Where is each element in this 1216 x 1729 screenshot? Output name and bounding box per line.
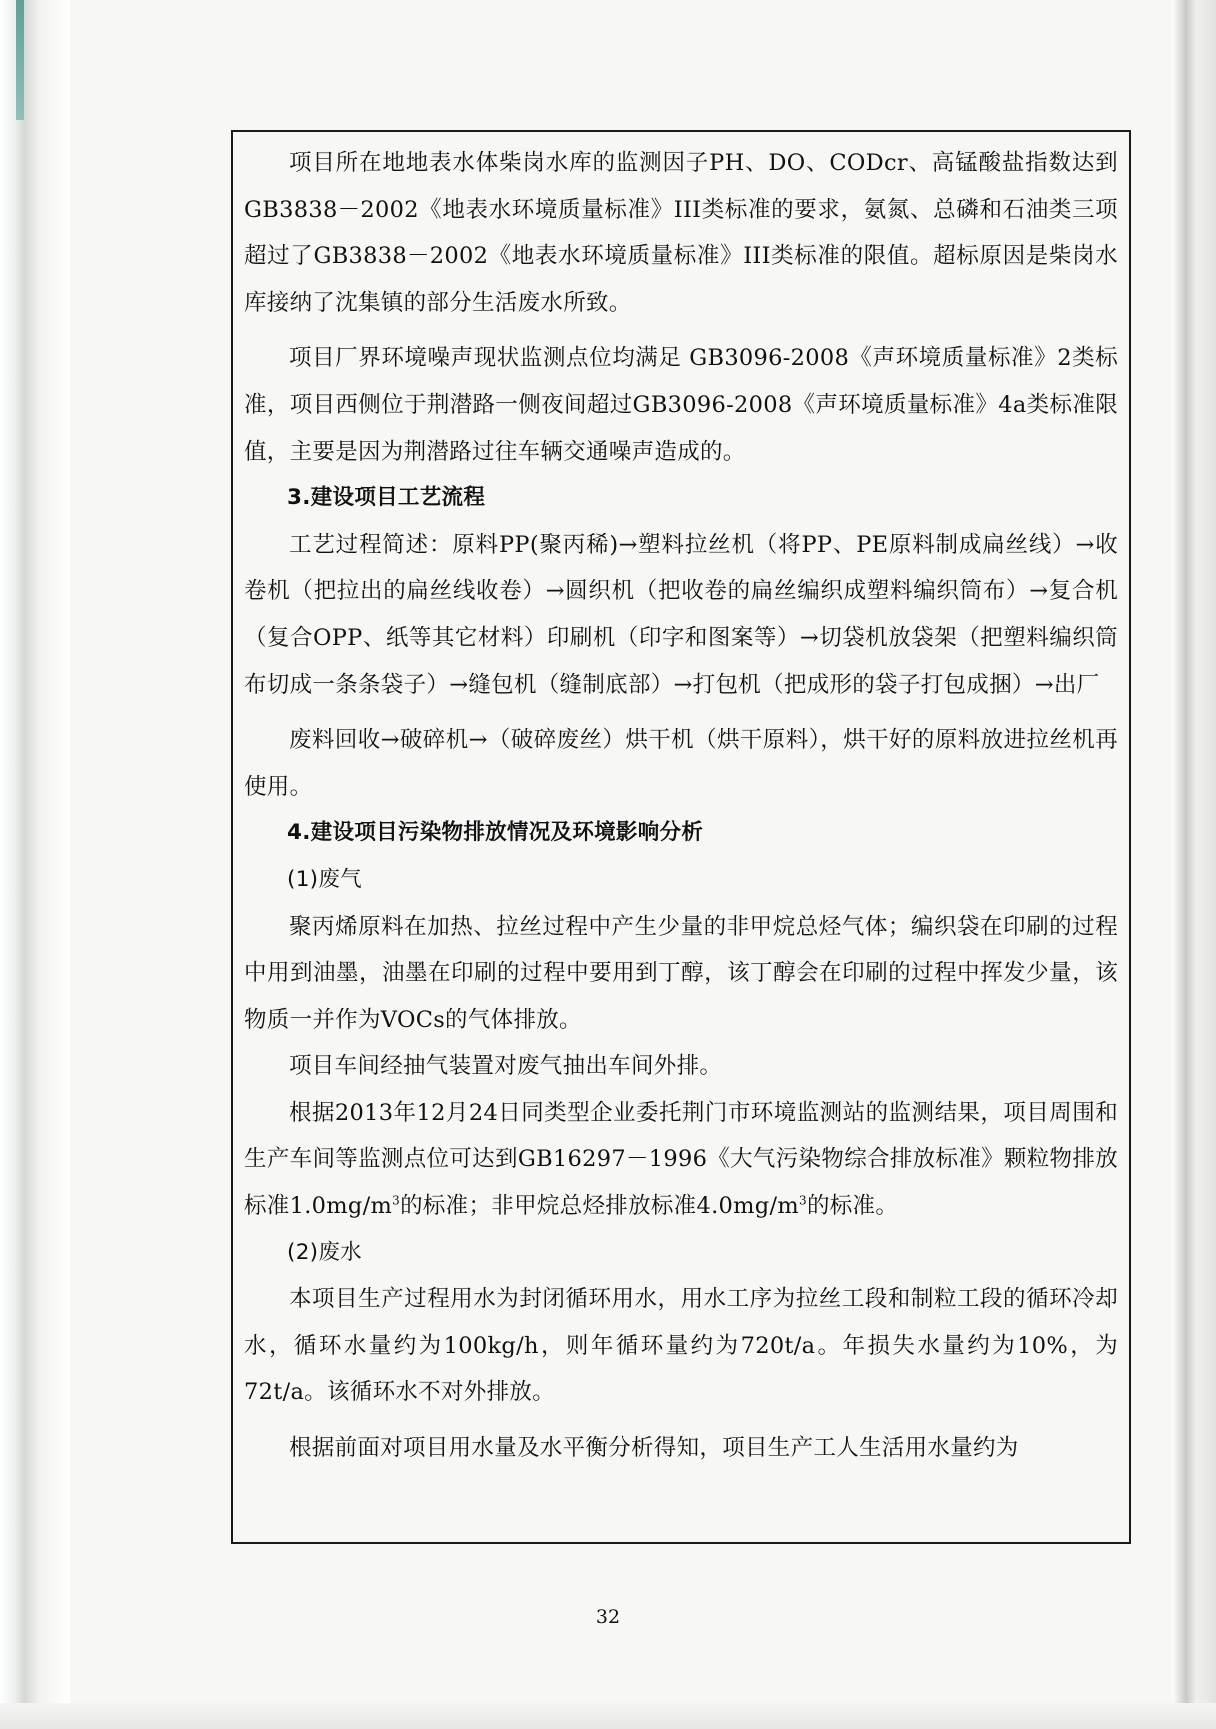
paragraph-exhaust: 聚丙烯原料在加热、拉丝过程中产生少量的非甲烷总烃气体；编织袋在印刷的过程中用到油墨，油墨在印刷的过程中要用到丁醇，该丁醇会在印刷的过程中挥发少量，该物质一并作为VOCs的气体排放。 (244, 913, 1118, 1033)
superscript-1: 3 (392, 1193, 401, 1208)
scan-right-edge (1172, 0, 1216, 1729)
monitoring-text-1: 根据2013年12月24日同类型企业委托荆门市环境监测站的监测结果，项目周围和生产车间等监测点位可达到GB16297－1996《大气污染物综合排放标准》颗粒物排放标准1.0mg/m (244, 1099, 1118, 1220)
heading-process-flow: 3.建设项目工艺流程 (287, 485, 486, 511)
paragraph-surface-water: 项目所在地地表水体柴岗水库的监测因子PH、DO、CODcr、高锰酸盐指数达到GB3838－2002《地表水环境质量标准》III类标准的要求，氨氮、总磷和石油类三项超过了GB3838－2002《地表水环境质量标准》III类标准的限值。超标原因是柴岗水库接纳了沈集镇的部分生活废水所致。 (244, 150, 1118, 316)
paragraph-noise: 项目厂界环境噪声现状监测点位均满足 GB3096-2008《声环境质量标准》2类标准，项目西侧位于荆潜路一侧夜间超过GB3096-2008《声环境质量标准》4a类标准限值，主要是因为荆潜路过往车辆交通噪声造成的。 (244, 345, 1118, 465)
paragraph-monitoring (244, 1090, 1118, 1230)
paragraph-process: 工艺过程简述：原料PP(聚丙稀)→塑料拉丝机（将PP、PE原料制成扁丝线）→收卷机（把拉出的扁丝线收卷）→圆织机（把收卷的扁丝编织成塑料编织筒布）→复合机（复合OPP、纸等其它材料）印刷机（印字和图案等）→切袋机放袋架（把塑料编织筒布切成一条条袋子）→缝包机（缝制底部）→打包机（把成形的袋子打包成捆）→出厂 (244, 531, 1118, 698)
monitoring-text-2: 的标准；非甲烷总烃排放标准4.0mg/m (400, 1193, 800, 1220)
subheading-exhaust-gas: (1)废气 (287, 866, 362, 892)
paragraph-recycling: 废料回收→破碎机→（破碎废丝）烘干机（烘干原料），烘干好的原料放进拉丝机再使用。 (244, 727, 1118, 800)
paragraph-domestic-water: 根据前面对项目用水量及水平衡分析得知，项目生产工人生活用水量约为 (289, 1435, 1019, 1462)
paragraph-cooling-water: 本项目生产过程用水为封闭循环用水，用水工序为拉丝工段和制粒工段的循环冷却水，循环水量约为100kg/h，则年循环量约为720t/a。年损失水量约为10%，为72t/a。该循环水不对外排放。 (244, 1286, 1118, 1406)
subheading-wastewater: (2)废水 (287, 1239, 362, 1265)
heading-pollutants: 4.建设项目污染物排放情况及环境影响分析 (287, 820, 704, 846)
document-body (244, 140, 1118, 1472)
scan-binding-mark (16, 0, 24, 120)
monitoring-text-3: 的标准。 (806, 1193, 899, 1220)
scan-left-edge (0, 0, 70, 1729)
scan-bottom-edge (0, 1703, 1216, 1729)
paragraph-extraction: 项目车间经抽气装置对废气抽出车间外排。 (289, 1053, 723, 1080)
superscript-2: 3 (799, 1193, 807, 1208)
page-number: 32 (595, 1606, 621, 1628)
